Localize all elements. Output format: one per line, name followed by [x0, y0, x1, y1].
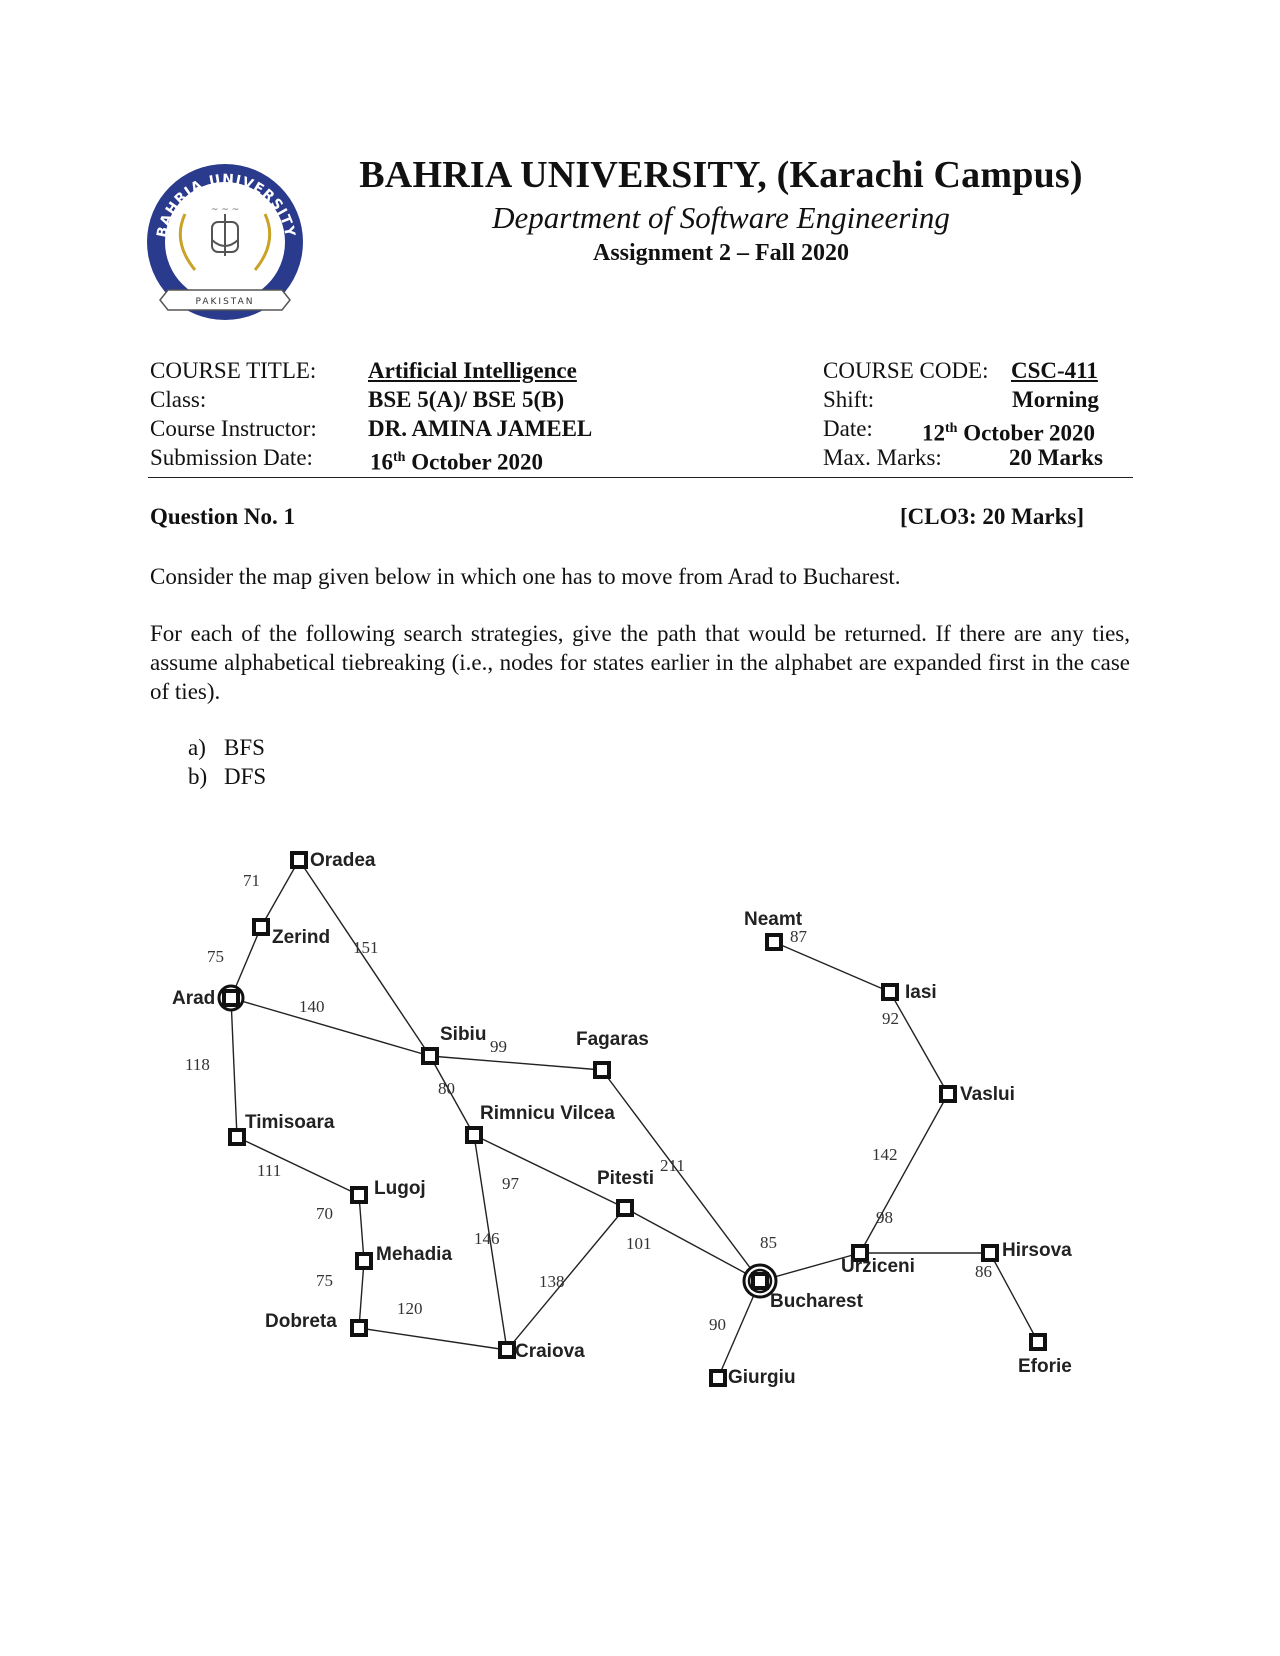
city-node-zerind: [254, 920, 268, 934]
edge-cost: 86: [975, 1262, 992, 1281]
edge-cost: 211: [660, 1156, 685, 1175]
question-intro: Consider the map given below in which one has to move from Arad to Bucharest.: [150, 564, 901, 589]
university-title: BAHRIA UNIVERSITY, (Karachi Campus): [359, 154, 1083, 196]
city-label-giurgiu: Giurgiu: [728, 1367, 796, 1388]
city-label-hirsova: Hirsova: [1002, 1240, 1072, 1261]
edge-cost: 70: [316, 1204, 333, 1223]
edge-oradea-zerind: [261, 860, 299, 927]
city-node-timisoara: [230, 1130, 244, 1144]
course-code-value: CSC-411: [1011, 358, 1098, 383]
city-label-sibiu: Sibiu: [440, 1024, 487, 1045]
city-node-bucharest: [753, 1274, 767, 1288]
city-label-pitesti: Pitesti: [597, 1168, 655, 1189]
university-logo: [140, 152, 310, 324]
svg-text:~ ~ ~: ~ ~ ~: [210, 205, 240, 215]
city-node-sibiu: [423, 1049, 437, 1063]
city-node-lugoj: [352, 1188, 366, 1202]
city-label-vaslui: Vaslui: [960, 1084, 1015, 1105]
romania-map: [160, 830, 1120, 1410]
edge-cost: 75: [316, 1271, 333, 1290]
city-node-giurgiu: [711, 1371, 725, 1385]
assignment-title: Assignment 2 – Fall 2020: [592, 240, 849, 266]
edge-cost: 140: [299, 997, 325, 1016]
city-label-iasi: Iasi: [905, 982, 937, 1003]
edge-mehadia-dobreta: [359, 1261, 364, 1328]
course-title-value: Artificial Intelligence: [368, 358, 577, 383]
edge-cost: 71: [243, 871, 260, 890]
city-label-craiova: Craiova: [515, 1341, 585, 1362]
class-value: BSE 5(A)/ BSE 5(B): [368, 387, 565, 412]
city-label-bucharest: Bucharest: [770, 1291, 863, 1312]
edge-cost: 99: [490, 1037, 507, 1056]
city-label-arad: Arad: [172, 988, 216, 1009]
question-clo: [CLO3: 20 Marks]: [900, 504, 1084, 529]
question-body: For each of the following search strategies, give the path that would be returned. If there are any ties, assume alphabetical tiebreaking (i.e., nodes for states earlier in the alphabet are expanded first in the case of ties).: [150, 621, 1130, 704]
course-code-label: COURSE CODE:: [823, 358, 989, 383]
edge-arad-sibiu: [231, 998, 430, 1056]
city-node-rimnicu-vilcea: [467, 1128, 481, 1142]
submission-date: 16th October 2020: [370, 449, 544, 475]
map-nodes: [219, 853, 1045, 1385]
city-node-mehadia: [357, 1254, 371, 1268]
instructor-label: Course Instructor:: [150, 416, 317, 441]
date-value: 12th October 2020: [922, 420, 1096, 446]
city-node-fagaras: [595, 1063, 609, 1077]
edge-dobreta-craiova: [359, 1328, 507, 1350]
course-title-label: COURSE TITLE:: [150, 358, 317, 383]
edge-lugoj-mehadia: [359, 1195, 364, 1261]
edge-craiova-pitesti: [507, 1208, 625, 1350]
city-node-neamt: [767, 935, 781, 949]
header-divider: [148, 477, 1133, 478]
date-label: Date:: [823, 416, 873, 441]
city-label-rimnicu-vilcea: Rimnicu Vilcea: [480, 1103, 615, 1124]
list-item: a) BFS: [188, 735, 265, 760]
city-node-craiova: [500, 1343, 514, 1357]
city-node-vaslui: [941, 1087, 955, 1101]
edge-cost: 142: [872, 1145, 898, 1164]
class-label: Class:: [150, 387, 207, 412]
edge-cost: 146: [474, 1229, 500, 1248]
edge-cost: 151: [353, 938, 379, 957]
city-node-oradea: [292, 853, 306, 867]
list-item: b) DFS: [188, 764, 267, 789]
department-title: Department of Software Engineering: [492, 200, 950, 235]
edge-cost: 92: [882, 1009, 899, 1028]
edge-cost: 85: [760, 1233, 777, 1252]
edge-iasi-neamt: [774, 942, 890, 992]
logo-banner-text: PAKISTAN: [195, 297, 255, 307]
city-node-hirsova: [983, 1246, 997, 1260]
city-label-zerind: Zerind: [272, 927, 331, 948]
city-node-dobreta: [352, 1321, 366, 1335]
edge-urziceni-vaslui: [860, 1094, 948, 1253]
city-label-timisoara: Timisoara: [245, 1112, 335, 1133]
edge-vaslui-iasi: [890, 992, 948, 1094]
edge-sibiu-fagaras: [430, 1056, 602, 1070]
submission-label: Submission Date:: [150, 445, 313, 470]
city-label-mehadia: Mehadia: [376, 1244, 453, 1265]
max-marks-label: Max. Marks:: [823, 445, 942, 470]
max-marks-value: 20 Marks: [1009, 445, 1103, 470]
shift-label: Shift:: [823, 387, 875, 412]
city-label-urziceni: Urziceni: [841, 1256, 915, 1277]
edge-cost: 87: [790, 927, 807, 946]
edge-cost: 101: [626, 1234, 652, 1253]
city-label-eforie: Eforie: [1018, 1356, 1072, 1377]
logo-ring-text: BAHRIA UNIVERSITY: [154, 171, 298, 239]
edge-cost: 98: [876, 1208, 893, 1227]
edge-oradea-sibiu: [299, 860, 430, 1056]
edge-timisoara-lugoj: [237, 1137, 359, 1195]
city-label-neamt: Neamt: [744, 909, 803, 930]
edge-cost: 75: [207, 947, 224, 966]
shift-value: Morning: [1012, 387, 1099, 412]
edge-cost: 120: [397, 1299, 423, 1318]
question-number: Question No. 1: [150, 504, 296, 529]
edge-cost: 118: [185, 1055, 210, 1074]
edge-cost: 97: [502, 1174, 519, 1193]
city-node-pitesti: [618, 1201, 632, 1215]
edge-cost: 138: [539, 1272, 565, 1291]
edge-hirsova-eforie: [990, 1253, 1038, 1342]
city-labels: [172, 850, 1072, 1388]
city-node-iasi: [883, 985, 897, 999]
edge-cost: 80: [438, 1079, 455, 1098]
city-label-dobreta: Dobreta: [265, 1311, 337, 1332]
edge-cost: 111: [257, 1161, 282, 1180]
city-label-oradea: Oradea: [310, 850, 376, 871]
city-label-fagaras: Fagaras: [576, 1029, 649, 1050]
edge-cost: 90: [709, 1315, 726, 1334]
instructor-value: DR. AMINA JAMEEL: [368, 416, 593, 441]
city-node-arad: [224, 991, 238, 1005]
city-node-eforie: [1031, 1335, 1045, 1349]
city-label-lugoj: Lugoj: [374, 1178, 426, 1199]
edge-arad-timisoara: [231, 998, 237, 1137]
